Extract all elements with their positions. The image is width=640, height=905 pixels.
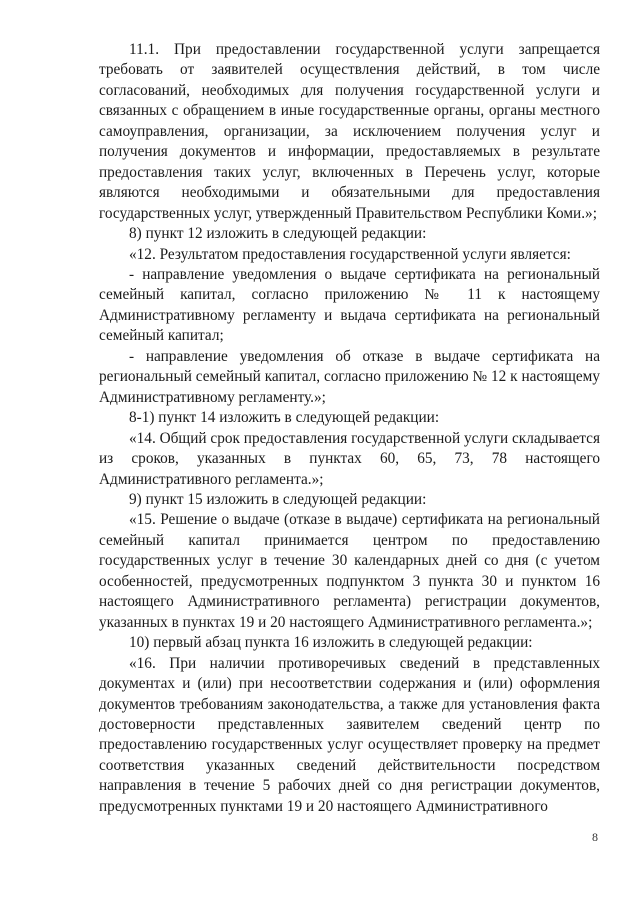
paragraph-amend-9: 9) пункт 15 изложить в следующей редакции: <box>129 490 427 508</box>
paragraph-amend-8-1: 8-1) пункт 14 изложить в следующей редакции: <box>129 409 440 427</box>
document-body <box>99 40 600 817</box>
paragraph-12: «12. Результатом предоставления государственной услуги является: <box>129 245 571 263</box>
paragraph-16: «16. При наличии противоречивых сведений в представленных документах и (или) при несоответствии содержания и (или) оформления документов требованиям законодательства, а также для установления факта достоверности представленных заявителем сведений центр по предоставлению государственных услуг осуществляет проверку на предмет соответствия указанных сведений действительности посредством направления в течение 5 рабочих дней со дня регистрации документов, предусмотренных пунктами 19 и 20 настоящего Административного <box>99 654 600 815</box>
paragraph-11-1: 11.1. При предоставлении государственной услуги запрещается требовать от заявителей осуществления действий, в том числе согласований, необходимых для получения государственной услуги и связанных с обращением в иные государственные органы, органы местного самоуправления, организации, за исключением получения услуг и получения документов и информации, предоставляемых в результате предоставления таких услуг, включенных в Перечень услуг, которые являются необходимыми и обязательными для предоставления государственных услуг, утвержденный Правительством Республики Коми.»; <box>99 41 600 222</box>
paragraph-14: «14. Общий срок предоставления государственной услуги складывается из сроков, указанных в пунктах 60, 65, 73, 78 настоящего Административного регламента.»; <box>99 429 600 488</box>
paragraph-amend-10: 10) первый абзац пункта 16 изложить в следующей редакции: <box>129 634 533 652</box>
page-number: 8 <box>592 830 598 844</box>
paragraph-12-item-1: - направление уведомления о выдаче сертификата на региональный семейный капитал, согласно приложению № 11 к настоящему Административному регламенту и выдача сертификата на региональный семейный капитал; <box>99 265 600 345</box>
paragraph-15: «15. Решение о выдаче (отказе в выдаче) сертификата на региональный семейный капитал принимается центром по предоставлению государственных услуг в течение 30 календарных дней со дня (с учетом особенностей, предусмотренных подпунктом 3 пункта 30 и пунктом 16 настоящего Административного регламента) регистрации документов, указанных в пунктах 19 и 20 настоящего Административного регламента.»; <box>99 511 600 631</box>
paragraph-amend-8: 8) пункт 12 изложить в следующей редакции: <box>129 225 427 243</box>
paragraph-12-item-2: - направление уведомления об отказе в выдаче сертификата на региональный семейный капитал, согласно приложению № 12 к настоящему Административному регламенту.»; <box>99 347 600 406</box>
